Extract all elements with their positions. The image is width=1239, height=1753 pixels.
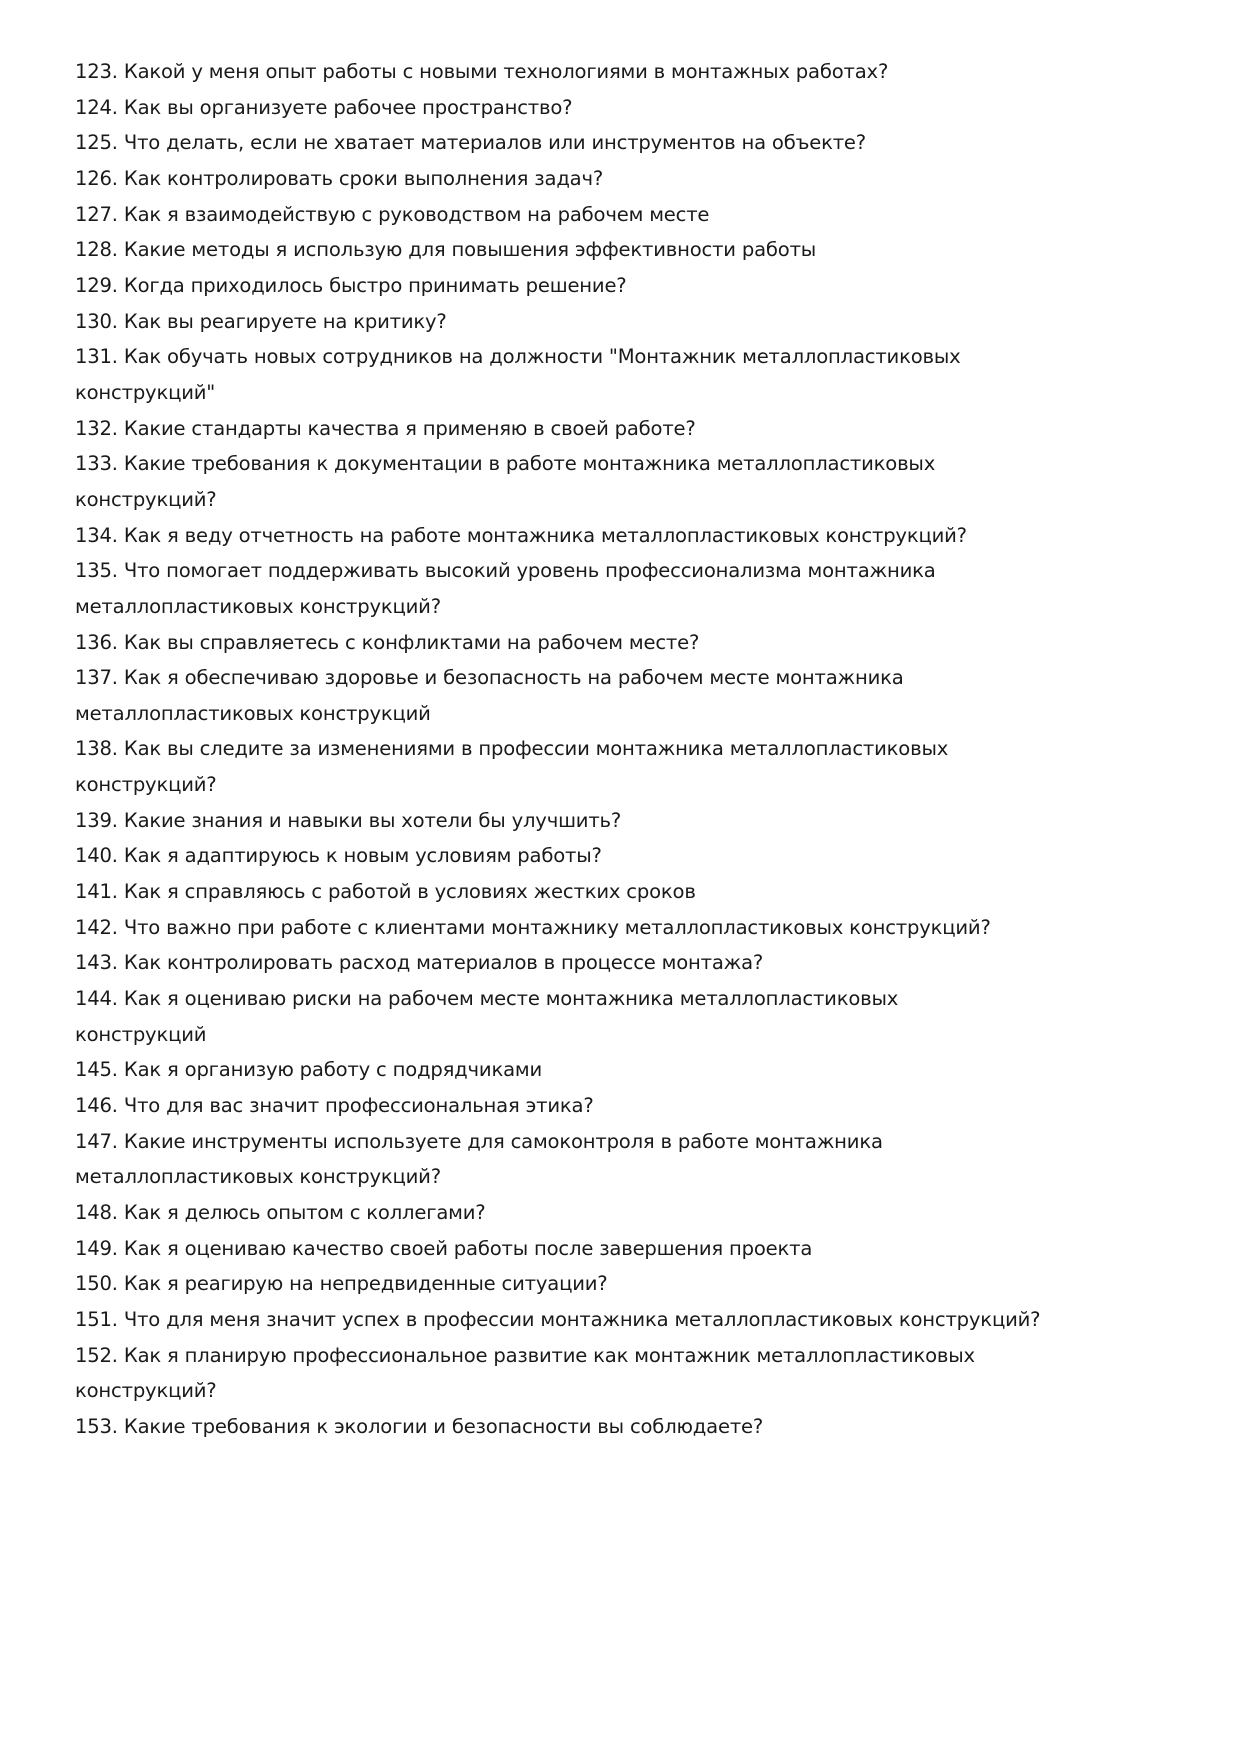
question-text-line: 130. Как вы реагируете на критику? (75, 309, 447, 333)
question-text-line: 153. Какие требования к экологии и безопасности вы соблюдаете? (75, 1414, 764, 1438)
question-text-line: 132. Какие стандарты качества я применяю в своей работе? (75, 416, 696, 440)
question-item (75, 446, 1195, 517)
question-text-line: 144. Как я оцениваю риски на рабочем месте монтажника металлопластиковых (75, 987, 899, 1011)
question-item (75, 125, 1195, 161)
question-item (75, 1088, 1195, 1124)
question-text-line: конструкций" (75, 380, 216, 404)
question-item (75, 910, 1195, 946)
question-item (75, 660, 1195, 731)
question-text-line: 142. Что важно при работе с клиентами монтажнику металлопластиковых конструкций? (75, 915, 991, 939)
question-item (75, 161, 1195, 197)
question-text-line: 124. Как вы организуете рабочее пространство? (75, 95, 573, 119)
question-list (75, 54, 1195, 1445)
question-text-line: 147. Какие инструменты используете для самоконтроля в работе монтажника (75, 1129, 883, 1153)
question-text-line: 150. Как я реагирую на непредвиденные ситуации? (75, 1272, 608, 1296)
question-text-line: 136. Как вы справляетесь с конфликтами на рабочем месте? (75, 630, 700, 654)
question-text-line: 151. Что для меня значит успех в профессии монтажника металлопластиковых конструкций? (75, 1307, 1041, 1331)
question-text-line: 129. Когда приходилось быстро принимать решение? (75, 273, 627, 297)
question-text-line: 149. Как я оцениваю качество своей работы после завершения проекта (75, 1236, 813, 1260)
question-text-line: конструкций (75, 1022, 207, 1046)
question-text-line: 139. Какие знания и навыки вы хотели бы улучшить? (75, 808, 622, 832)
question-text-line: 138. Как вы следите за изменениями в профессии монтажника металлопластиковых (75, 737, 949, 761)
question-text-line: металлопластиковых конструкций? (75, 1165, 441, 1189)
question-text-line: 135. Что помогает поддерживать высокий уровень профессионализма монтажника (75, 559, 936, 583)
question-text-line: 137. Как я обеспечиваю здоровье и безопасность на рабочем месте монтажника (75, 666, 904, 690)
question-item (75, 339, 1195, 410)
question-item (75, 874, 1195, 910)
question-text-line: металлопластиковых конструкций (75, 701, 431, 725)
question-item (75, 1052, 1195, 1088)
question-text-line: конструкций? (75, 487, 217, 511)
question-text-line: 148. Как я делюсь опытом с коллегами? (75, 1201, 486, 1224)
question-text-line: 128. Какие методы я использую для повышения эффективности работы (75, 238, 817, 262)
question-text-line: металлопластиковых конструкций? (75, 594, 441, 618)
question-text-line: 123. Какой у меня опыт работы с новыми технологиями в монтажных работах? (75, 60, 889, 83)
question-item (75, 90, 1195, 126)
question-text-line: 146. Что для вас значит профессиональная этика? (75, 1094, 594, 1118)
question-text-line: 134. Как я веду отчетность на работе монтажника металлопластиковых конструкций? (75, 523, 967, 547)
question-item (75, 1266, 1195, 1302)
question-text-line: 145. Как я организую работу с подрядчиками (75, 1058, 542, 1082)
question-item (75, 1124, 1195, 1195)
question-text-line: 133. Какие требования к документации в работе монтажника металлопластиковых (75, 452, 936, 476)
question-text-line: конструкций? (75, 1379, 217, 1403)
question-item (75, 518, 1195, 554)
question-item (75, 731, 1195, 802)
question-item (75, 1338, 1195, 1409)
question-item (75, 197, 1195, 233)
question-text-line: 143. Как контролировать расход материалов в процессе монтажа? (75, 951, 764, 975)
question-item (75, 304, 1195, 340)
question-text-line: 131. Как обучать новых сотрудников на должности "Монтажник металлопластиковых (75, 345, 961, 369)
question-item (75, 1409, 1195, 1445)
question-text-line: 141. Как я справляюсь с работой в условиях жестких сроков (75, 880, 696, 904)
question-item (75, 945, 1195, 981)
question-item (75, 411, 1195, 447)
question-item (75, 625, 1195, 661)
question-item (75, 1231, 1195, 1267)
question-item (75, 838, 1195, 874)
question-text-line: 125. Что делать, если не хватает материалов или инструментов на объекте? (75, 131, 866, 155)
question-item (75, 54, 1195, 90)
question-text-line: 140. Как я адаптируюсь к новым условиям работы? (75, 844, 602, 868)
question-item (75, 1302, 1195, 1338)
question-item (75, 232, 1195, 268)
question-text-line: конструкций? (75, 773, 217, 797)
question-item (75, 553, 1195, 624)
question-item (75, 1195, 1195, 1231)
question-item (75, 268, 1195, 304)
question-text-line: 126. Как контролировать сроки выполнения задач? (75, 166, 604, 190)
question-text-line: 127. Как я взаимодействую с руководством на рабочем месте (75, 202, 710, 226)
question-item (75, 981, 1195, 1052)
question-item (75, 803, 1195, 839)
question-text-line: 152. Как я планирую профессиональное развитие как монтажник металлопластиковых (75, 1343, 975, 1367)
